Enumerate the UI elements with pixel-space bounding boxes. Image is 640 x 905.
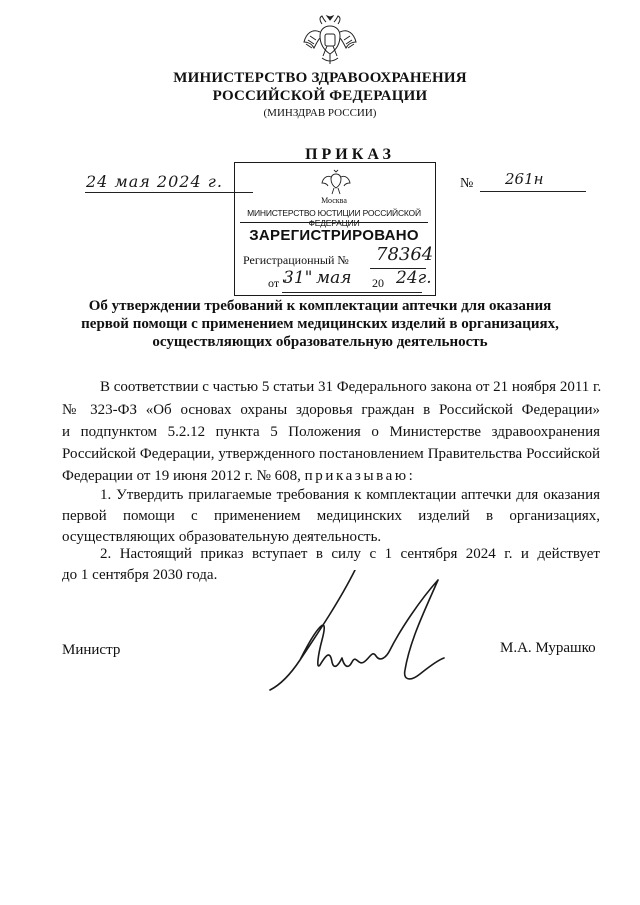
- body-line: В соответствии с частью 5 статьи 31 Федерального закона от 21 ноября 2011 г.: [100, 379, 602, 395]
- order-number-underline: [480, 191, 586, 192]
- stamp-regnum-label: Регистрационный №: [243, 253, 349, 267]
- body-line: первой помощи с применением медицинских изделий в организациях,: [62, 508, 600, 524]
- body-line: до 1 сентября 2030 года.: [62, 567, 218, 583]
- signatory-position: Министр: [62, 642, 121, 658]
- body-line: и подпунктом 5.2.12 пункта 5 Положения о Министерстве здравоохранения: [62, 424, 600, 440]
- stamp-month-handwritten: мая: [316, 268, 352, 288]
- document-title-line-3: осуществляющих образовательную деятельность: [152, 334, 488, 350]
- body-line: Российской Федерации, утвержденного постановлением Правительства Российской: [62, 446, 600, 462]
- stamp-year-suffix-handwritten: 24г.: [396, 268, 432, 288]
- order-word: приказываю:: [304, 468, 416, 484]
- signatory-name: М.А. Мурашко: [500, 640, 596, 656]
- order-date-handwritten: 24 мая 2024 г.: [86, 172, 223, 191]
- order-number-label: №: [460, 176, 474, 191]
- stamp-city: Москва: [321, 196, 347, 205]
- body-line: 1. Утвердить прилагаемые требования к комплектации аптечки для оказания: [100, 487, 600, 503]
- ministry-name-line-2: РОССИЙСКОЙ ФЕДЕРАЦИИ: [212, 88, 428, 104]
- order-number-handwritten: 261н: [505, 170, 544, 188]
- stamp-regnum-handwritten: 78364: [376, 244, 434, 265]
- stamp-date-underline: [282, 292, 422, 293]
- stamp-divider: [240, 222, 428, 223]
- stamp-ministry-name: МИНИСТЕРСТВО ЮСТИЦИИ РОССИЙСКОЙ ФЕДЕРАЦИИ: [247, 208, 421, 228]
- stamp-year-prefix: 20: [372, 276, 384, 290]
- order-date-underline: [85, 192, 253, 193]
- body-line-text: Федерации от 19 июня 2012 г. № 608,: [62, 468, 301, 484]
- body-line: № 323-ФЗ «Об основах охраны здоровья граждан в Российской Федерации»: [62, 402, 600, 418]
- stamp-emblem-icon: [318, 168, 354, 196]
- document-title-line-1: Об утверждении требований к комплектации аптечки для оказания: [88, 298, 552, 314]
- order-title: ПРИКАЗ: [305, 146, 395, 163]
- ministry-abbreviation: (МИНЗДРАВ РОССИИ): [263, 107, 377, 119]
- document-title-line-2: первой помощи с применением медицинских изделий в организациях,: [81, 316, 559, 332]
- stamp-status: ЗАРЕГИСТРИРОВАНО: [249, 227, 419, 244]
- body-line: осуществляющих образовательную деятельность.: [62, 529, 382, 545]
- handwritten-signature: [260, 570, 450, 700]
- body-line: 2. Настоящий приказ вступает в силу с 1 сентября 2024 г. и действует: [100, 546, 600, 562]
- stamp-day-handwritten: 31": [283, 268, 313, 288]
- stamp-from-label: от ": [268, 276, 287, 290]
- coat-of-arms-icon: [300, 14, 360, 70]
- body-line: [62, 467, 600, 485]
- ministry-name-line-1: МИНИСТЕРСТВО ЗДРАВООХРАНЕНИЯ: [173, 70, 467, 86]
